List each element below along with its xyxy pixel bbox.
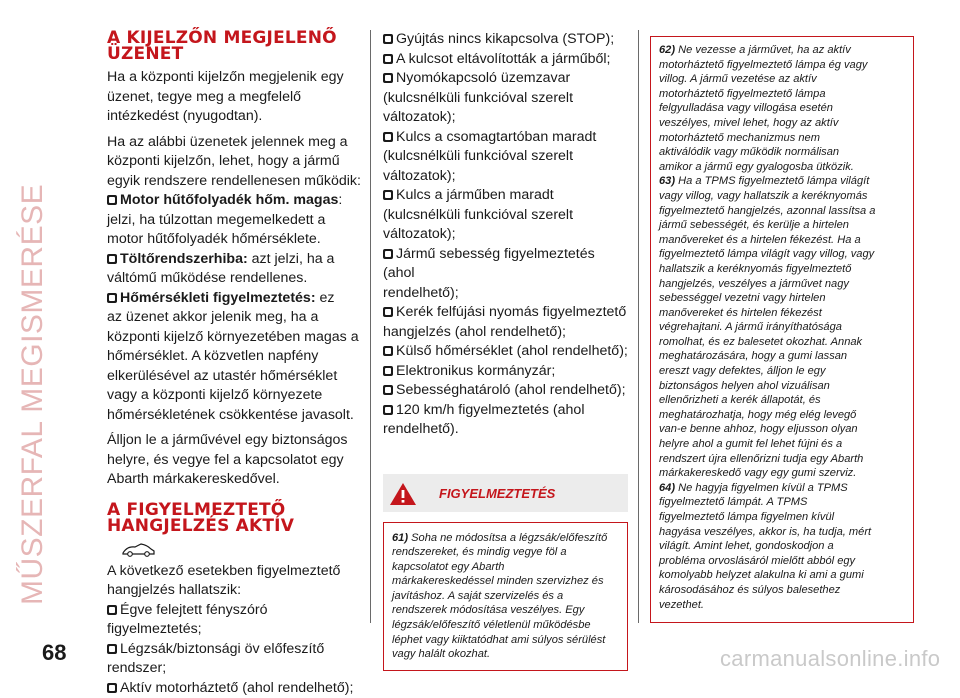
checkbox-bullet-icon xyxy=(383,405,393,415)
message-item-coolant: Motor hűtőfolyadék hőm. magas: jelzi, ha túlzottan megemelkedett a motor hűtőfolyadék hőmérséklete. xyxy=(107,191,362,250)
paragraph-stop-safely: Álljon le a járművével egy biztonságos helyre, és vegye fel a kapcsolatot egy Abarth márkakereskedővel. xyxy=(107,431,362,490)
sound-list-item: Gyújtás nincs kikapcsolva (STOP); xyxy=(383,30,628,50)
sound-list-item: Kulcs a járműben maradt (kulcsnélküli funkcióval szerelt változatok); xyxy=(383,186,628,245)
sound-list-item: 120 km/h figyelmeztetés (ahol rendelhető). xyxy=(383,401,628,440)
sound-list-item: A kulcsot eltávolították a járműből; xyxy=(383,50,628,70)
side-chapter-title: MŰSZERFAL MEGISMERÉSE xyxy=(4,35,64,595)
sound-list-item: Égve felejtett fényszóró figyelmeztetés; xyxy=(107,601,362,640)
sound-list-item: Nyomókapcsoló üzemzavar (kulcsnélküli funkcióval szerelt változatok); xyxy=(383,69,628,128)
sound-list-item: Kerék felfújási nyomás figyelmeztető hangjelzés (ahol rendelhető); xyxy=(383,303,628,342)
column-divider-2 xyxy=(638,30,639,623)
page-number: 68 xyxy=(42,640,66,666)
paragraph-malfunction: Ha az alábbi üzenetek jelennek meg a központi kijelzőn, lehet, hogy a jármű egyik rendszere rendellenesen működik: xyxy=(107,133,362,192)
sound-list-item: Kulcs a csomagtartóban maradt (kulcsnélküli funkcióval szerelt változatok); xyxy=(383,128,628,187)
checkbox-bullet-icon xyxy=(107,254,117,264)
checkbox-bullet-icon xyxy=(383,366,393,376)
sound-list-item: Külső hőmérséklet (ahol rendelhető); xyxy=(383,342,628,362)
checkbox-bullet-icon xyxy=(107,644,117,654)
sound-list-item: Légzsák/biztonsági öv előfeszítő rendszer; xyxy=(107,640,362,679)
checkbox-bullet-icon xyxy=(383,132,393,142)
sound-list-item: Sebességhatároló (ahol rendelhető); xyxy=(383,381,628,401)
vehicle-version-icon xyxy=(121,540,362,558)
checkbox-bullet-icon xyxy=(383,73,393,83)
sound-list-item: Jármű sebesség figyelmeztetés (ahol rendelhető); xyxy=(383,245,628,304)
paragraph-cases: A következő esetekben figyelmeztető hangjelzés hallatszik: xyxy=(107,562,362,601)
checkbox-bullet-icon xyxy=(383,190,393,200)
section-title-warning-sound: A FIGYELMEZTETŐ HANGJELZÉS AKTÍV xyxy=(107,502,362,534)
column-3-warnings xyxy=(650,36,914,623)
checkbox-bullet-icon xyxy=(383,249,393,259)
watermark: carmanualsonline.info xyxy=(720,646,940,672)
checkbox-bullet-icon xyxy=(107,293,117,303)
checkbox-bullet-icon xyxy=(383,54,393,64)
warning-triangle-icon xyxy=(389,482,417,506)
note-63: 63) Ha a TPMS figyelmeztető lámpa világít vagy villog, vagy hallatszik a keréknyomás figyelmeztető hangjelzés, azonnal lassítsa a jármű sebességét, és kerülje a hirtelen manővereket és a hirtelen fékezést. Ha a figyelmeztető lámpa világít vagy villog, vagy hallatszik a keréknyomás figyelmeztető hangjelzés, veszélyes a járművet nagy sebességgel vezetni vagy hirtelen manővereket és hirtelen fékezést végrehajtani. A jármű irányíthatósága romolhat, és ez balesetet okozhat. Annak meghatározására, hogy a gumi lassan ereszt vagy defektes, álljon le egy biztonságos helyen ahol vizuálisan ellenőrizheti a kerék állapotát, és meghatározhatja, hogy még elég levegő van-e benne ahhoz, hogy eljusson olyan helyre ahol a gumit fel lehet fújni és a rendszert újra ellenőrizni tudja egy Abarth márkakereskedő vagy egy gumi szerviz. xyxy=(659,174,905,480)
column-2 xyxy=(383,30,628,671)
message-item-temperature: Hőmérsékleti figyelmeztetés: ez az üzenet akkor jelenik meg, ha a központi kijelző környezetében magas a hőmérséklet. A közvetlen napfény elkerülésével az utastér hőmérséklet vagy a központi kijelző környezete hőmérsékletének csökkentése javasolt. xyxy=(107,289,362,426)
checkbox-bullet-icon xyxy=(107,683,117,693)
warning-header xyxy=(383,474,628,512)
message-item-charging: Töltőrendszerhiba: azt jelzi, ha a váltómű működése rendellenes. xyxy=(107,250,362,289)
section-title-display-message: A KIJELZŐN MEGJELENŐ ÜZENET xyxy=(107,30,362,62)
note-61: 61) Soha ne módosítsa a légzsák/előfeszítő rendszereket, és mindig vegye föl a kapcsolatot egy Abarth márkakereskedéssel minden szervizhez és javításhoz. A saját szervizelés és a rendszerek módosítása veszélyes. Egy légzsák/előfeszítő véletlenül működésbe léphet vagy kiiktatódhat ami súlyos sérülést vagy halált okozhat. xyxy=(392,531,619,662)
checkbox-bullet-icon xyxy=(383,385,393,395)
note-62: 62) Ne vezesse a járművet, ha az aktív motorháztető figyelmeztető lámpa ég vagy villog. A jármű vezetése az aktív motorháztető figyelmeztető lámpa felgyulladása vagy villogása esetén veszélyes, mivel lehet, hogy az aktív motorháztető mechanizmus nem aktiválódik vagy működik normálisan amikor a jármű egy gyalogosba ütközik. xyxy=(659,43,905,174)
checkbox-bullet-icon xyxy=(383,307,393,317)
note-64: 64) Ne hagyja figyelmen kívül a TPMS figyelmeztető lámpát. A TPMS figyelmeztető lámpa figyelmen kívül hagyása veszélyes, akkor is, ha tudja, mért világít. Amint lehet, gondoskodjon a probléma orvoslásáról mielőtt abból egy komolyabb helyzet alakulna ki ami a gumi károsodásához és súlyos balesethez vezethet. xyxy=(659,481,905,612)
checkbox-bullet-icon xyxy=(383,34,393,44)
paragraph-intro: Ha a központi kijelzőn megjelenik egy üzenet, tegye meg a megfelelő intézkedést (nyugodtan). xyxy=(107,68,362,127)
warning-title: FIGYELMEZTETÉS xyxy=(439,486,555,501)
sound-list-item: Aktív motorháztető (ahol rendelhető); xyxy=(107,679,362,698)
warning-box xyxy=(383,522,628,671)
checkbox-bullet-icon xyxy=(107,605,117,615)
column-1 xyxy=(107,30,362,698)
checkbox-bullet-icon xyxy=(383,346,393,356)
checkbox-bullet-icon xyxy=(107,195,117,205)
sound-list-item: Elektronikus kormányzár; xyxy=(383,362,628,382)
column-divider-1 xyxy=(370,30,371,623)
